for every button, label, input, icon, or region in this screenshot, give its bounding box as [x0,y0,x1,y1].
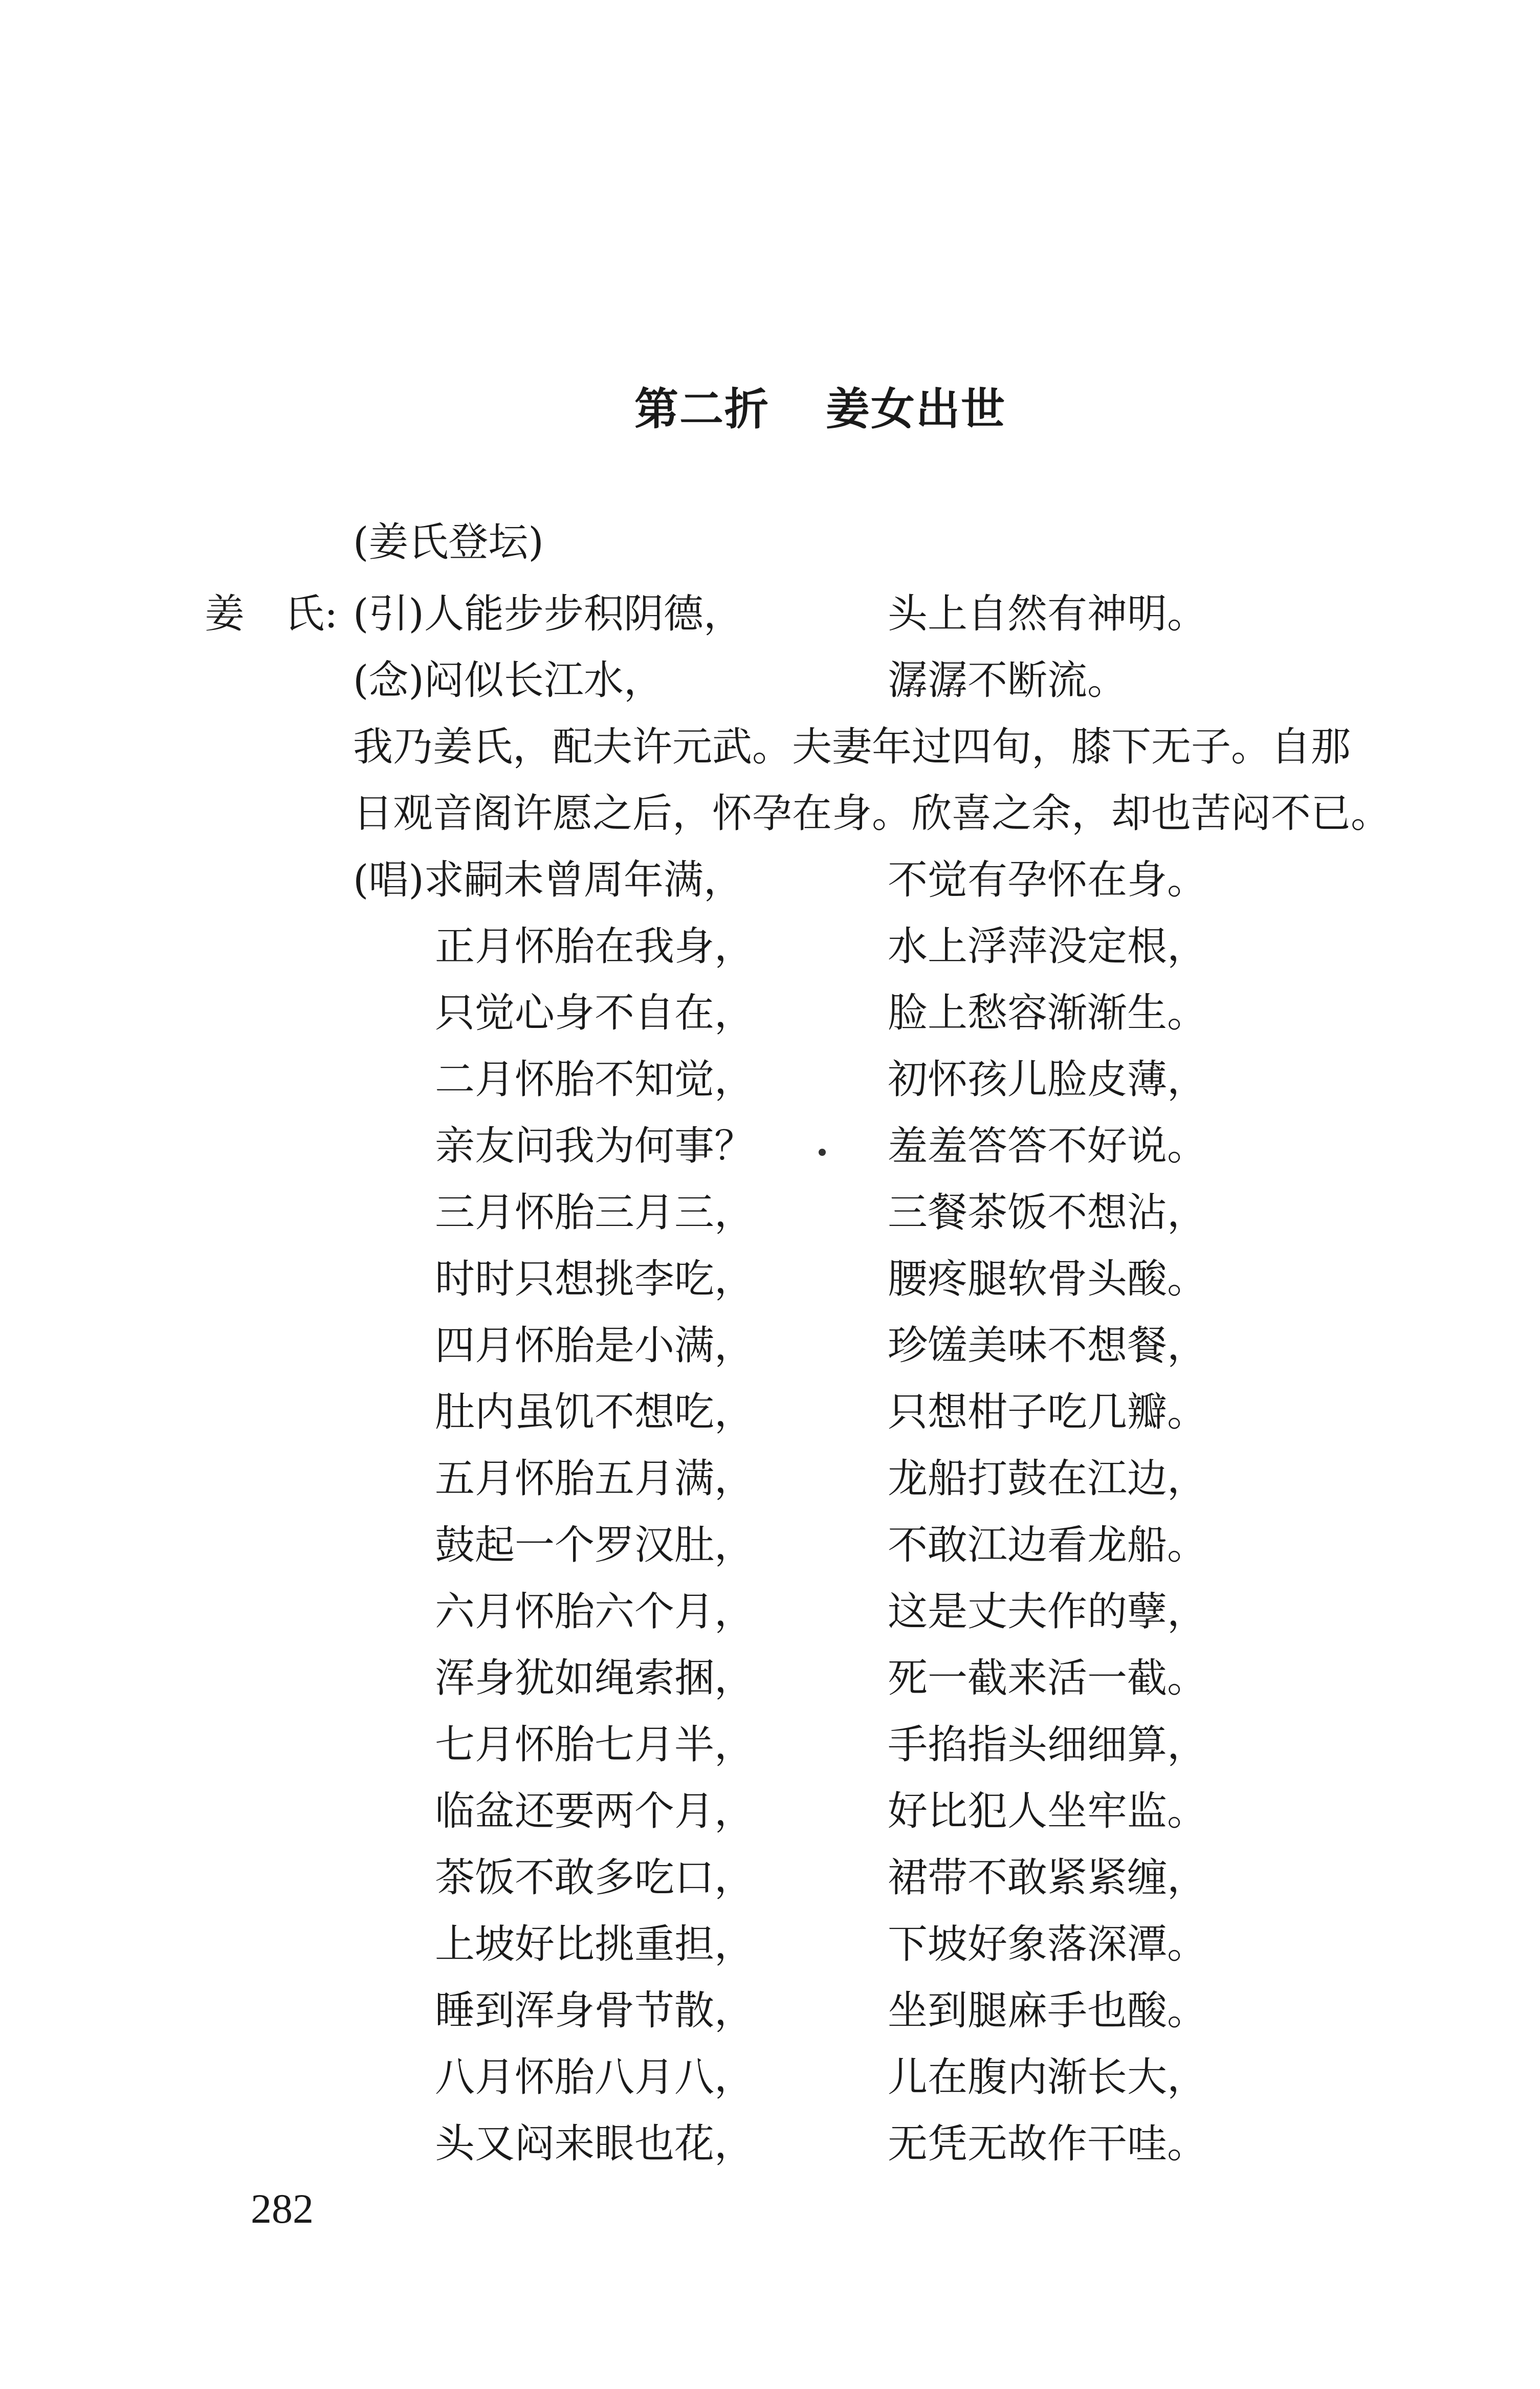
chapter-title [634,374,1006,437]
verse-right: 羞羞答答不好说。 [888,1123,1207,1169]
verse-right: 不敢江边看龙船。 [888,1522,1207,1568]
verse-right: 初怀孩儿脸皮薄， [888,1057,1207,1103]
verse-left: 五月怀胎五月满， [435,1456,755,1502]
verse-left: 四月怀胎是小满， [435,1323,755,1369]
verse-left: 鼓起一个罗汉肚， [435,1522,755,1568]
recite-line-left: (念)闷似长江水， [353,657,664,704]
verse-left: 二月怀胎不知觉， [435,1057,755,1103]
speaker-label: 姜 氏: [205,591,338,637]
recite-line-right: 潺潺不断流。 [888,657,1128,704]
verse-left: 八月怀胎八月八， [435,2054,755,2100]
verse-right: 儿在腹内渐长大， [888,2054,1207,2100]
chapter-number: 第二折 [634,383,769,435]
intro-line-right: 头上自然有神明。 [888,591,1207,637]
prose-line: 我乃姜氏，配夫许元武。夫妻年过四旬，膝下无子。自那 [353,724,1351,770]
song-line-left: (唱)求嗣未曾周年满， [353,857,743,903]
verse-left: 上坡好比挑重担， [435,1921,755,1967]
verse-right: 三餐茶饭不想沾， [888,1190,1207,1236]
ink-dot [819,1149,826,1156]
verse-left: 时时只想挑李吃， [435,1256,755,1302]
intro-line-left: (引)人能步步积阴德， [353,591,743,637]
verse-right: 水上浮萍没定根， [888,924,1207,970]
verse-left: 三月怀胎三月三， [435,1190,755,1236]
verse-left: 茶饭不敢多吃口， [435,1855,755,1901]
verse-left: 正月怀胎在我身， [435,924,755,970]
verse-right: 死一截来活一截。 [888,1655,1207,1701]
verse-right: 坐到腿麻手也酸。 [888,1988,1207,2034]
verse-right: 这是丈夫作的孽， [888,1589,1207,1635]
verse-right: 裙带不敢紧紧缠， [888,1855,1207,1901]
stage-direction: (姜氏登坛) [353,519,544,565]
verse-right: 只想柑子吃几瓣。 [888,1389,1207,1435]
verse-left: 浑身犹如绳索捆， [435,1655,755,1701]
verse-right: 下坡好象落深潭。 [888,1921,1207,1967]
verse-right: 无凭无故作干哇。 [888,2121,1207,2167]
verse-left: 七月怀胎七月半， [435,1722,755,1768]
verse-left: 六月怀胎六个月， [435,1589,755,1635]
prose-line: 日观音阁许愿之后，怀孕在身。欣喜之余，却也苦闷不已。 [353,791,1391,837]
verse-right: 珍馐美味不想餐， [888,1323,1207,1369]
verse-left: 肚内虽饥不想吃， [435,1389,755,1435]
chapter-name: 姜女出世 [826,383,1006,435]
verse-right: 手掐指头细细算， [888,1722,1207,1768]
verse-right: 好比犯人坐牢监。 [888,1788,1207,1834]
page-number: 282 [251,2185,314,2232]
verse-left: 头又闷来眼也花， [435,2121,755,2167]
verse-right: 脸上愁容渐渐生。 [888,990,1207,1036]
verse-left: 只觉心身不自在， [435,990,755,1036]
verse-left: 临盆还要两个月， [435,1788,755,1834]
verse-right: 龙船打鼓在江边， [888,1456,1207,1502]
verse-right: 腰疼腿软骨头酸。 [888,1256,1207,1302]
verse-left: 睡到浑身骨节散， [435,1988,755,2034]
verse-left: 亲友问我为何事？ [435,1123,755,1169]
song-line-right: 不觉有孕怀在身。 [888,857,1207,903]
